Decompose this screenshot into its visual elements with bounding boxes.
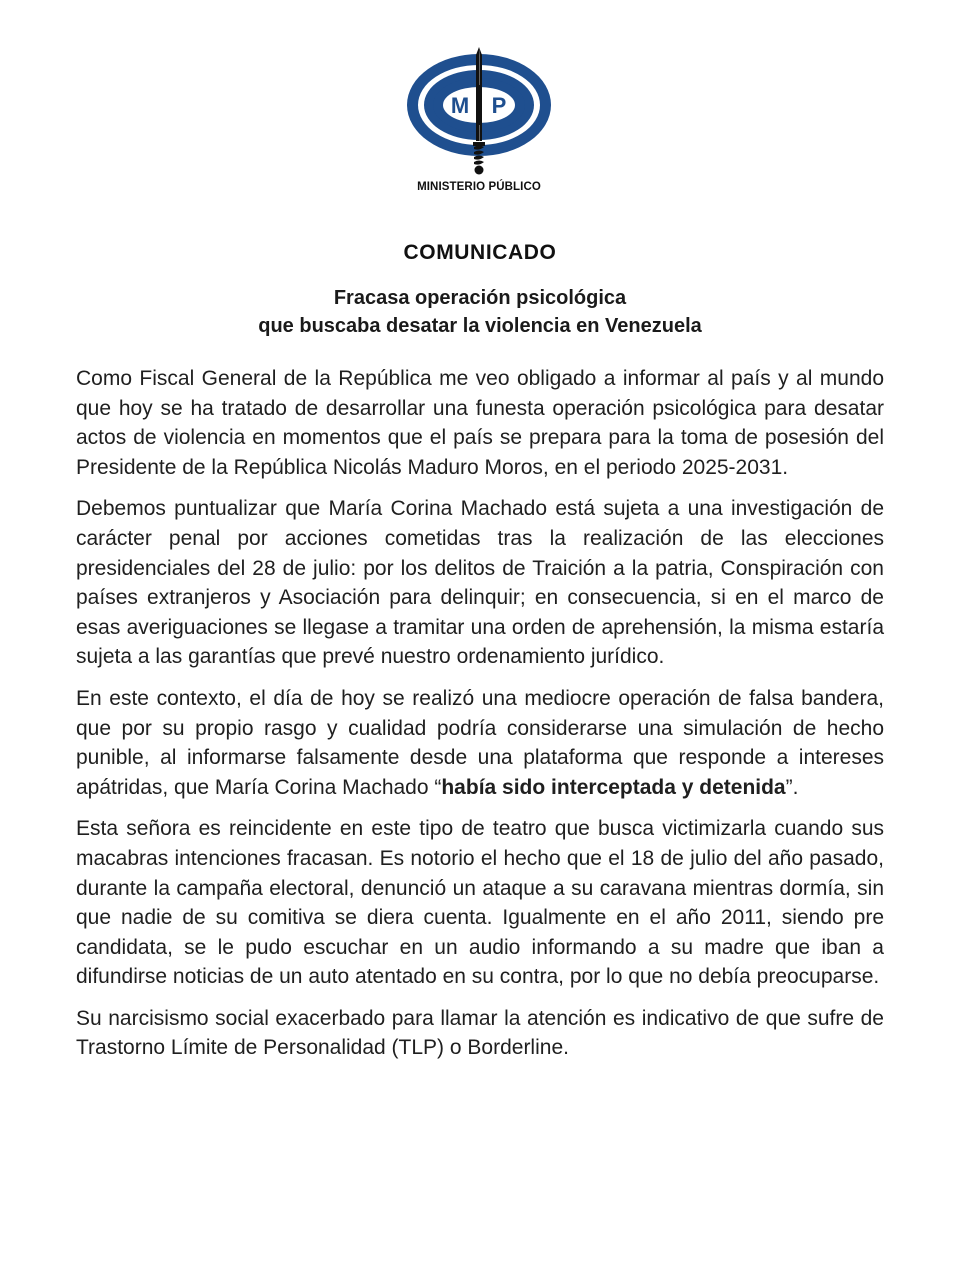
paragraph-3-emphasis: había sido interceptada y detenida [441, 775, 786, 799]
paragraph-3-text-start: En este contexto, el día de hoy se realizó una mediocre operación de falsa bandera, que por su propio rasgo y cualidad podría considerarse una simulación de hecho punible, al informarse falsamente desde una plataforma que responde a intereses apátridas, que María Corina Machado “ [76, 686, 884, 799]
subtitle-line-2: que buscaba desatar la violencia en Venezuela [258, 315, 702, 337]
svg-text:M: M [450, 93, 470, 118]
paragraph-4: Esta señora es reincidente en este tipo de teatro que busca victimizarla cuando sus macabras intenciones fracasan. Es notorio el hecho que el 18 de julio del año pasado, durante la campaña electoral, denunció un ataque a su caravana mientras dormía, sin que nadie de su comitiva se diera cuenta. Igualmente en el año 2011, siendo pre candidata, se le pudo escuchar en un audio informando a su madre que iban a difundirse noticias de un auto atentado en su contra, por lo que no debía preocuparse. [76, 817, 884, 989]
paragraph-5: Su narcisismo social exacerbado para llamar la atención es indicativo de que sufre de Trastorno Límite de Personalidad (TLP) o Borderline. [76, 1006, 884, 1060]
paragraph-3 [76, 684, 884, 802]
subtitle-line-1: Fracasa operación psicológica [333, 287, 627, 309]
logo-text: MINISTERIO PÚBLICO [417, 181, 541, 193]
paragraph-3-text-end: ”. [785, 775, 799, 799]
document-heading: COMUNICADO [403, 241, 557, 264]
document-body [76, 364, 884, 1075]
ministerio-publico-logo-icon [403, 45, 555, 197]
paragraph-1: Como Fiscal General de la República me veo obligado a informar al país y al mundo que hoy se ha tratado de desarrollar una funesta operación psicológica para desatar actos de violencia en momentos que el país se prepara para la toma de posesión del Presidente de la República Nicolás Maduro Moros, en el periodo 2025-2031. [76, 367, 884, 479]
document-subtitle [0, 284, 960, 340]
paragraph-2: Debemos puntualizar que María Corina Machado está sujeta a una investigación de carácter penal por acciones cometidas tras la realización de las elecciones presidenciales del 28 de julio: por los delitos de Traición a la patria, Conspiración con países extranjeros y Asociación para delinquir; en consecuencia, si en el marco de esas averiguaciones se llegase a tramitar una orden de aprehensión, la misma estaría sujeta a las garantías que prevé nuestro ordenamiento jurídico. [76, 497, 884, 669]
svg-text:P: P [491, 93, 507, 118]
